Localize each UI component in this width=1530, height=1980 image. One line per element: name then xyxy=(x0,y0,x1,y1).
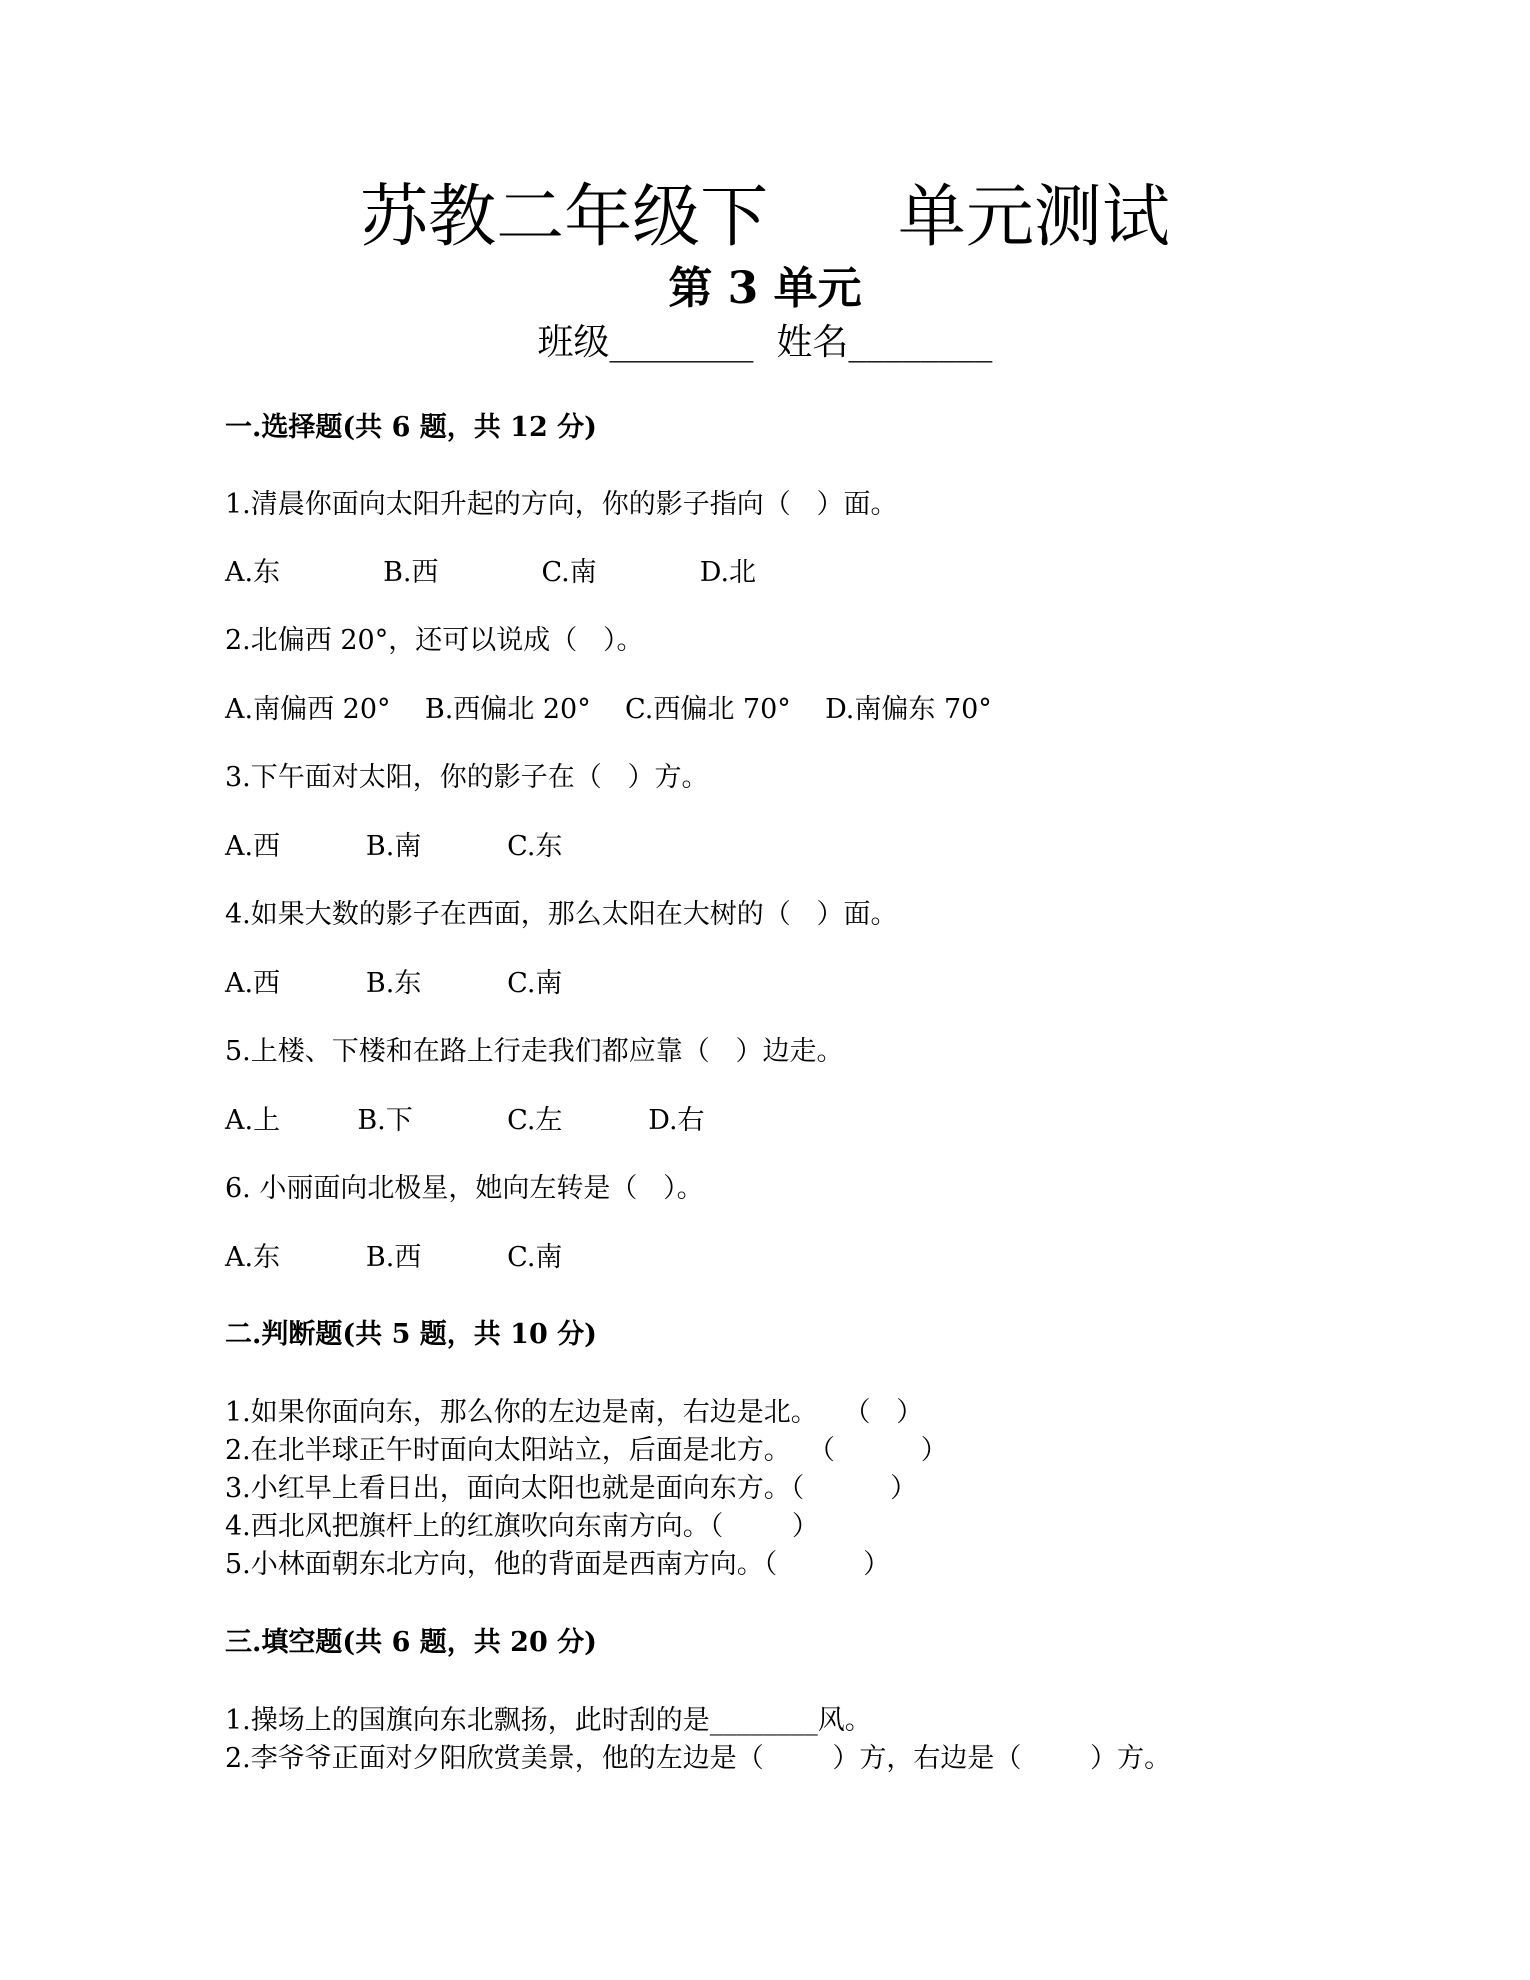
class-name-line: 班级________ 姓名________ xyxy=(537,322,993,363)
section-heading-judgement: 二.判断题(共 5 题，共 10 分) xyxy=(225,1319,597,1350)
question-text: 3.下午面对太阳，你的影子在（ ）方。 xyxy=(225,762,709,793)
question-options: A.西 B.东 C.南 xyxy=(225,968,563,999)
section-heading-choice: 一.选择题(共 6 题，共 12 分) xyxy=(225,412,597,443)
question-text: 6. 小丽面向北极星，她向左转是（ ）。 xyxy=(225,1173,704,1204)
question-text: 3.小红早上看日出，面向太阳也就是面向东方。（ ） xyxy=(225,1473,918,1504)
unit-subtitle: 第 3 单元 xyxy=(668,263,862,314)
question-text: 2.北偏西 20°，还可以说成（ ）。 xyxy=(225,625,644,656)
question-text: 2.李爷爷正面对夕阳欣赏美景，他的左边是（ ）方，右边是（ ）方。 xyxy=(225,1743,1172,1774)
question-text: 2.在北半球正午时面向太阳站立，后面是北方。 （ ） xyxy=(225,1435,948,1466)
question-text: 5.小林面朝东北方向，他的背面是西南方向。（ ） xyxy=(225,1549,891,1580)
question-text: 4.如果大数的影子在西面，那么太阳在大树的（ ）面。 xyxy=(225,899,898,930)
section-heading-fill-blank: 三.填空题(共 6 题，共 20 分) xyxy=(225,1627,597,1658)
question-text: 5.上楼、下楼和在路上行走我们都应靠（ ）边走。 xyxy=(225,1036,844,1067)
exam-title: 苏教二年级下 单元测试 xyxy=(360,178,1170,257)
question-options: A.东 B.西 C.南 xyxy=(225,1242,563,1273)
question-options: A.上 B.下 C.左 D.右 xyxy=(225,1105,705,1136)
question-text: 1.清晨你面向太阳升起的方向，你的影子指向（ ）面。 xyxy=(225,489,898,520)
question-options: A.东 B.西 C.南 D.北 xyxy=(225,557,757,588)
question-options: A.西 B.南 C.东 xyxy=(225,831,563,862)
question-text: 1.如果你面向东，那么你的左边是南，右边是北。 （ ） xyxy=(225,1397,924,1428)
question-text: 4.西北风把旗杆上的红旗吹向东南方向。（ ） xyxy=(225,1511,819,1542)
question-text: 1.操场上的国旗向东北飘扬，此时刮的是________风。 xyxy=(225,1705,872,1736)
question-options: A.南偏西 20° B.西偏北 20° C.西偏北 70° D.南偏东 70° xyxy=(225,694,992,725)
